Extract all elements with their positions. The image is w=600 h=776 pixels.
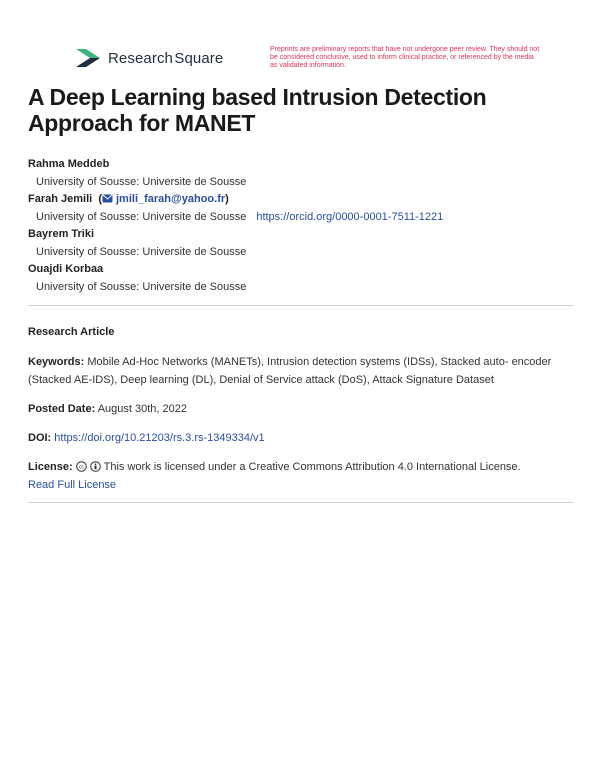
- author-name-corresponding: [28, 191, 588, 208]
- author-list: [28, 156, 588, 296]
- cc-icon: [76, 461, 87, 472]
- preprint-disclaimer: Preprints are preliminary reports that have not undergone peer review. They should not be considered conclusive, used to inform clinical practice, or referenced by the media as validated information.: [270, 46, 540, 69]
- research-square-mark-icon: [74, 47, 102, 69]
- attribution-icon: [90, 461, 101, 472]
- author-affiliation: University of Sousse: Universite de Sousse: [36, 246, 247, 258]
- svg-text:cc: cc: [78, 464, 84, 471]
- doi-section: [28, 429, 576, 447]
- author-email-link[interactable]: jmili_farah@yahoo.fr: [116, 193, 226, 205]
- author-affiliation: University of Sousse: Universite de Sousse: [36, 176, 247, 188]
- paper-title: A Deep Learning based Intrusion Detection Approach for MANET: [28, 84, 487, 136]
- author-name: Ouajdi Korbaa: [28, 263, 104, 275]
- article-type-label: Research Article: [28, 326, 115, 338]
- read-full-license-link[interactable]: Read Full License: [28, 479, 117, 491]
- license-section: [28, 458, 576, 494]
- brand-word-research: Research: [108, 49, 173, 67]
- section-divider: [28, 502, 573, 503]
- doi-label: DOI:: [28, 432, 52, 444]
- license-label: License:: [28, 461, 73, 473]
- mail-icon: [102, 194, 113, 203]
- affiliation-text: University of Sousse: Universite de Sousse: [36, 211, 247, 223]
- posted-date-value: August 30th, 2022: [97, 403, 187, 415]
- brand-word-square: Square: [174, 49, 224, 67]
- orcid-link[interactable]: https://orcid.org/0000-0001-7511-1221: [256, 211, 444, 223]
- author-affiliation: University of Sousse: Universite de Sousse: [36, 281, 247, 293]
- research-square-logo[interactable]: [74, 47, 223, 69]
- brand-name: [108, 50, 223, 67]
- author-name: Bayrem Triki: [28, 228, 95, 240]
- author-name: Rahma Meddeb: [28, 158, 110, 170]
- author-affiliation: [28, 208, 588, 226]
- keywords-label: Keywords:: [28, 356, 85, 368]
- posted-date-label: Posted Date:: [28, 403, 96, 415]
- keywords-text: Mobile Ad-Hoc Networks (MANETs), Intrusion detection systems (IDSs), Stacked auto- encoder (Stacked AE-IDS), Deep learning (DL), Denial of Service attack (DoS), Attack Signature Dataset: [28, 356, 552, 386]
- posted-date-section: [28, 400, 576, 418]
- section-divider: [28, 305, 573, 306]
- author-name-text: Farah Jemili: [28, 193, 93, 205]
- keywords-section: [28, 353, 576, 389]
- doi-link[interactable]: https://doi.org/10.21203/rs.3.rs-1349334/v1: [54, 432, 265, 444]
- article-type: [28, 323, 576, 341]
- email-group: ( jmili_farah@yahoo.fr): [98, 193, 229, 205]
- license-text: This work is licensed under a Creative Commons Attribution 4.0 International License.: [103, 461, 521, 473]
